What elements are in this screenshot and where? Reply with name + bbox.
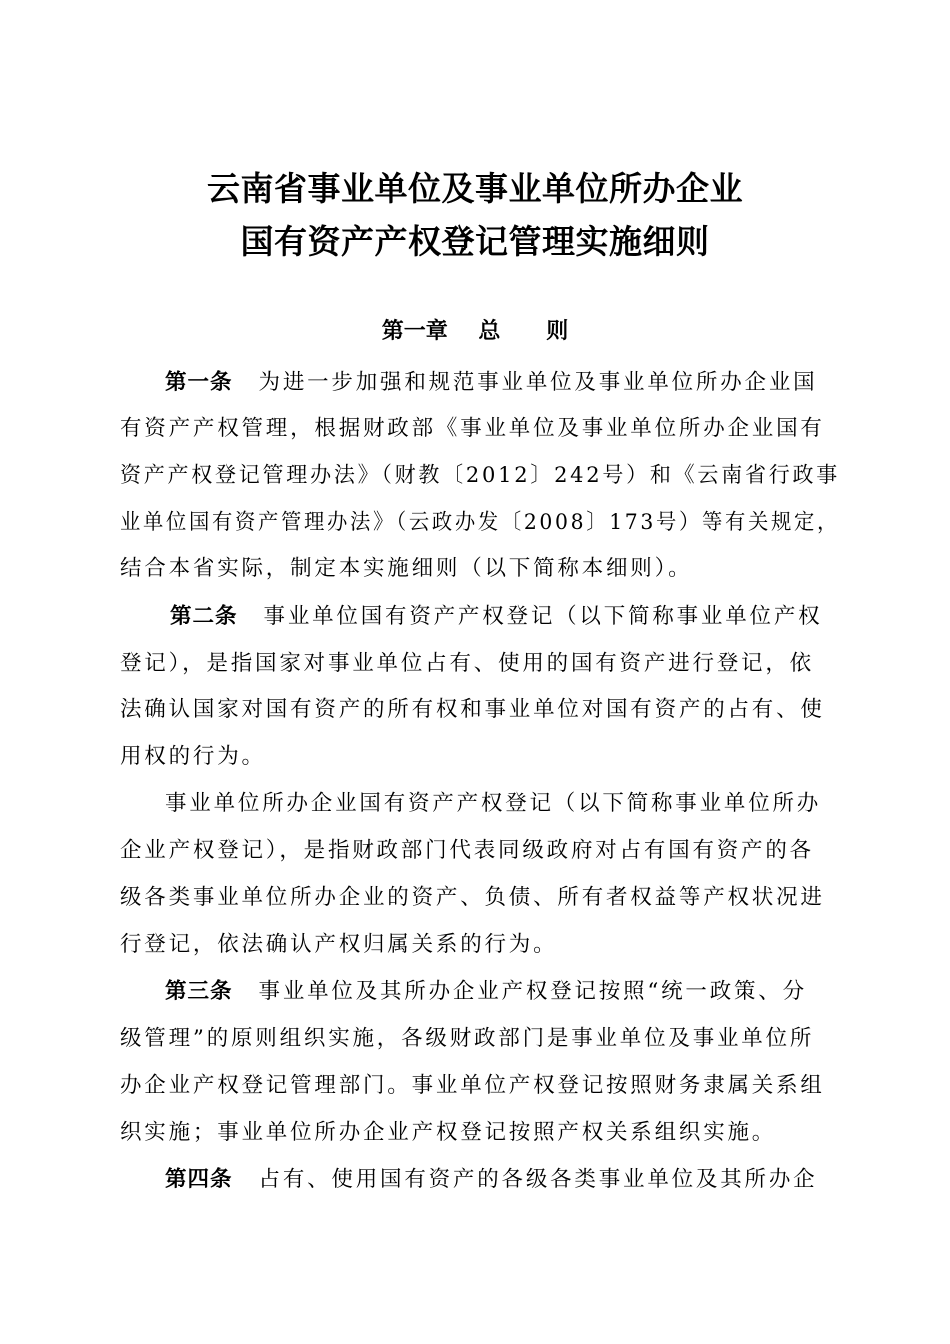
article-text: 级各类事业单位所办企业的资产、负债、所有者权益等产权状况进 [120, 885, 825, 910]
article-text: 为进一步加强和规范事业单位及事业单位所办企业国 [258, 370, 818, 395]
article-text: 占有、使用国有资产的各级各类事业单位及其所办企 [258, 1167, 818, 1192]
article-text: 有资产产权管理，根据财政部《事业单位及事业单位所办企业国有 [120, 416, 825, 441]
article-text: 用权的行为。 [120, 744, 266, 769]
article-2-line [170, 599, 822, 630]
article-text: 级管理”的原则组织实施，各级财政部门是事业单位及事业单位所 [120, 1026, 815, 1051]
article-text: 事业单位所办企业国有资产产权登记（以下简称事业单位所办 [165, 791, 822, 816]
article-text: 业单位国有资产管理办法》（云政办发〔2008〕173号）等有关规定， [120, 510, 841, 535]
article-text: 企业产权登记），是指财政部门代表同级政府对占有国有资产的各 [120, 838, 814, 863]
article-4-line [165, 1162, 817, 1193]
article-text: 结合本省实际，制定本实施细则（以下简称本细则）。 [120, 556, 693, 581]
article-text: 行登记，依法确认产权归属关系的行为。 [120, 932, 558, 957]
article-text: 织实施；事业单位所办企业产权登记按照产权关系组织实施。 [120, 1120, 777, 1145]
article-text: 事业单位及其所办企业产权登记按照“统一政策、分 [258, 979, 807, 1004]
article-text: 法确认国家对国有资产的所有权和事业单位对国有资产的占有、使 [120, 697, 825, 722]
article-1-label: 第一条 [165, 370, 233, 395]
article-text: 登记），是指国家对事业单位占有、使用的国有资产进行登记，依 [120, 651, 814, 676]
article-3-label: 第三条 [165, 979, 233, 1004]
document-title-line1: 云南省事业单位及事业单位所办企业 [207, 169, 743, 208]
article-text: 事业单位国有资产产权登记（以下简称事业单位产权 [263, 604, 823, 629]
article-4-label: 第四条 [165, 1167, 233, 1192]
article-text: 办企业产权登记管理部门。事业单位产权登记按照财务隶属关系组 [120, 1073, 825, 1098]
article-text: 资产产权登记管理办法》（财教〔2012〕242号）和《云南省行政事 [120, 463, 840, 488]
article-1-line [165, 365, 817, 396]
document-title-line2: 国有资产产权登记管理实施细则 [240, 222, 710, 261]
chapter-heading: 第一章 总 则 [381, 319, 569, 344]
article-3-line [165, 974, 807, 1005]
article-2-label: 第二条 [170, 604, 238, 629]
